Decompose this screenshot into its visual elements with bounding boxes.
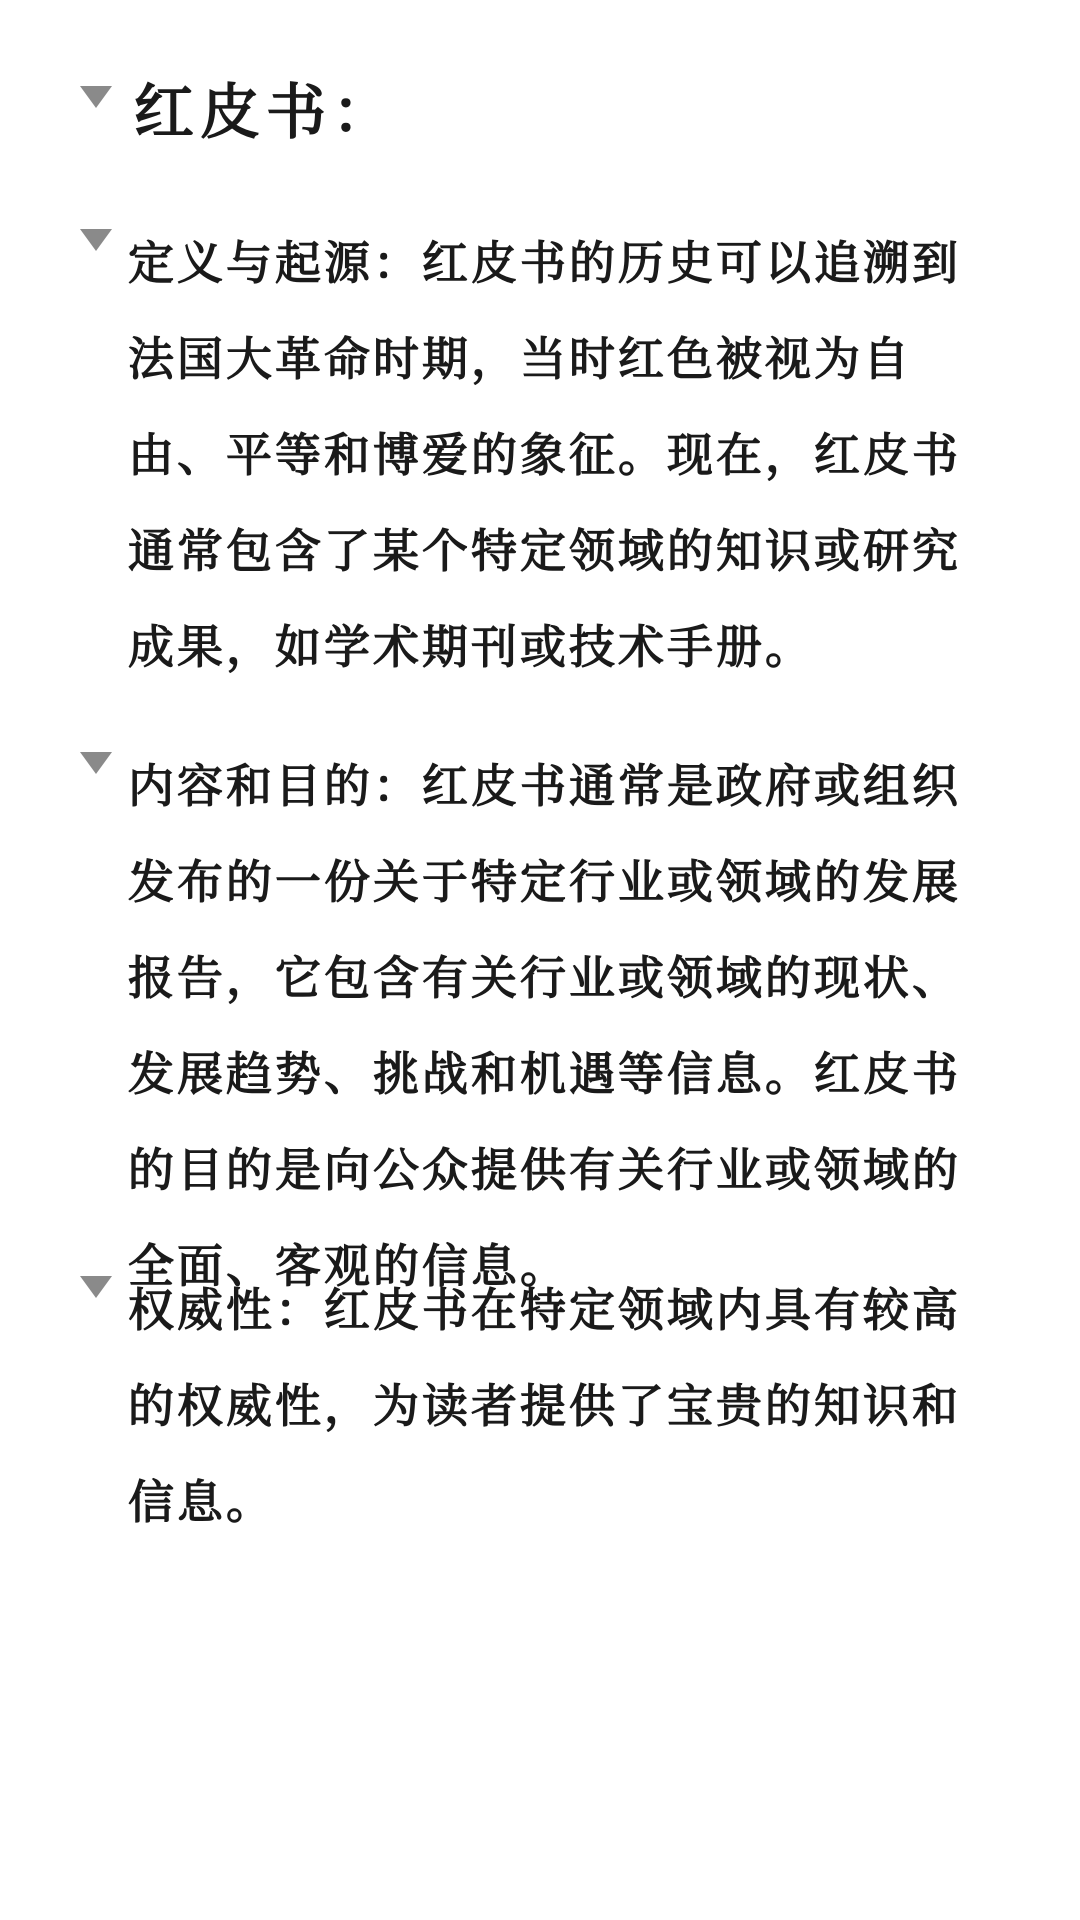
collapse-triangle-icon[interactable] bbox=[80, 752, 112, 774]
section-text: 红皮书通常是政府或组织发布的一份关于特定行业或领域的发展报告，它包含有关行业或领域的现状、发展趋势、挑战和机遇等信息。红皮书的目的是向公众提供有关行业或领域的全面、客观的信息。 bbox=[128, 759, 961, 1293]
section-text: 红皮书在特定领域内具有较高的权威性，为读者提供了宝贵的知识和信息。 bbox=[128, 1283, 961, 1529]
section-body bbox=[128, 738, 994, 1314]
collapse-triangle-icon[interactable] bbox=[80, 1276, 112, 1298]
section-body bbox=[128, 1262, 994, 1550]
section-heading: 内容和目的： bbox=[128, 759, 422, 813]
collapse-triangle-icon[interactable] bbox=[80, 229, 112, 251]
section-body bbox=[128, 215, 994, 695]
section-authority bbox=[80, 1262, 1000, 1550]
section-heading: 定义与起源： bbox=[128, 236, 422, 290]
page-title: 红皮书： bbox=[134, 78, 398, 148]
section-text: 红皮书的历史可以追溯到法国大革命时期，当时红色被视为自由、平等和博爱的象征。现在，红皮书通常包含了某个特定领域的知识或研究成果，如学术期刊或技术手册。 bbox=[128, 236, 961, 674]
section-heading: 权威性： bbox=[128, 1283, 324, 1337]
section-definition bbox=[80, 215, 1000, 695]
title-row bbox=[80, 78, 398, 148]
collapse-triangle-icon[interactable] bbox=[80, 86, 112, 108]
section-content-purpose bbox=[80, 738, 1000, 1314]
